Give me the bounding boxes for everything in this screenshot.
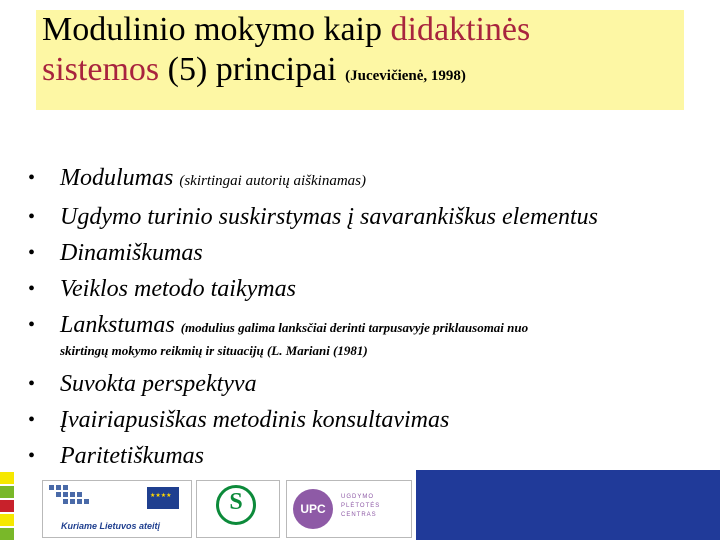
- bullet-dot: •: [28, 445, 36, 467]
- bullet-text: Suvokta perspektyva: [60, 371, 257, 397]
- stripe: [0, 528, 14, 540]
- bullet-text: Įvairiapusiškas metodinis konsultavimas: [60, 407, 450, 433]
- title-part-1: Modulinio mokymo kaip: [42, 11, 391, 48]
- bullet-dot: •: [28, 242, 36, 264]
- title-accent-2: sistemos: [42, 51, 160, 88]
- bullet-dot: •: [28, 373, 36, 395]
- footer-blue-bar: [416, 470, 720, 540]
- bullet-item: [28, 160, 718, 199]
- bullet-text: Veiklos metodo taikymas: [60, 276, 296, 302]
- bullet-list: [28, 160, 718, 474]
- title-citation: (Jucevičienė, 1998): [345, 68, 466, 84]
- bullet-dot: •: [28, 314, 36, 336]
- bullet-item: [28, 402, 718, 438]
- upc-logo-text: UGDYMO PLĖTOTĖS CENTRAS: [341, 494, 381, 518]
- bullet-note-continuation: skirtingų mokymo reikmių ir situacijų (L. Mariani (1981): [60, 343, 368, 358]
- upc-logo: [286, 480, 412, 538]
- es-slogan: Kuriame Lietuvos ateitį: [61, 521, 161, 531]
- bullet-note: (skirtingai autorių aiškinamas): [179, 173, 367, 189]
- upc-circle-icon: UPC: [293, 489, 333, 529]
- es-funds-logo: [42, 480, 192, 538]
- bullet-text: Dinamiškumas: [60, 240, 203, 266]
- bullet-dot: •: [28, 167, 36, 189]
- bullet-dot: •: [28, 409, 36, 431]
- bullet-item: [28, 271, 718, 307]
- stripe: [0, 514, 14, 526]
- bullet-note: (modulius galima lanksčiai derinti tarpusavyje priklausomai nuo: [180, 320, 529, 335]
- title-accent-1: didaktinės: [390, 11, 531, 48]
- center-logo-glyph: S: [229, 489, 243, 515]
- center-logo: [196, 480, 280, 538]
- bullet-item: [28, 199, 718, 235]
- bullet-dot: •: [28, 278, 36, 300]
- bullet-item: [28, 235, 718, 271]
- bullet-text: Paritetiškumas: [60, 443, 204, 469]
- bullet-text: Ugdymo turinio suskirstymas į savarankiškus elementus: [60, 204, 598, 230]
- color-stripes: [0, 472, 14, 540]
- slide-title: [42, 10, 682, 96]
- stripe: [0, 500, 14, 512]
- stripe: [0, 472, 14, 484]
- stripe: [0, 486, 14, 498]
- bullet-dot: •: [28, 206, 36, 228]
- bullet-text: Lankstumas: [60, 312, 181, 338]
- eu-flag-icon: [147, 487, 179, 509]
- bullet-item: [28, 366, 718, 402]
- title-part-2: (5) principai: [159, 51, 346, 88]
- bullet-item: [28, 438, 718, 474]
- bullet-text: Modulumas: [60, 165, 180, 191]
- pixel-grid-icon: [49, 485, 95, 509]
- bullet-item: [28, 307, 718, 346]
